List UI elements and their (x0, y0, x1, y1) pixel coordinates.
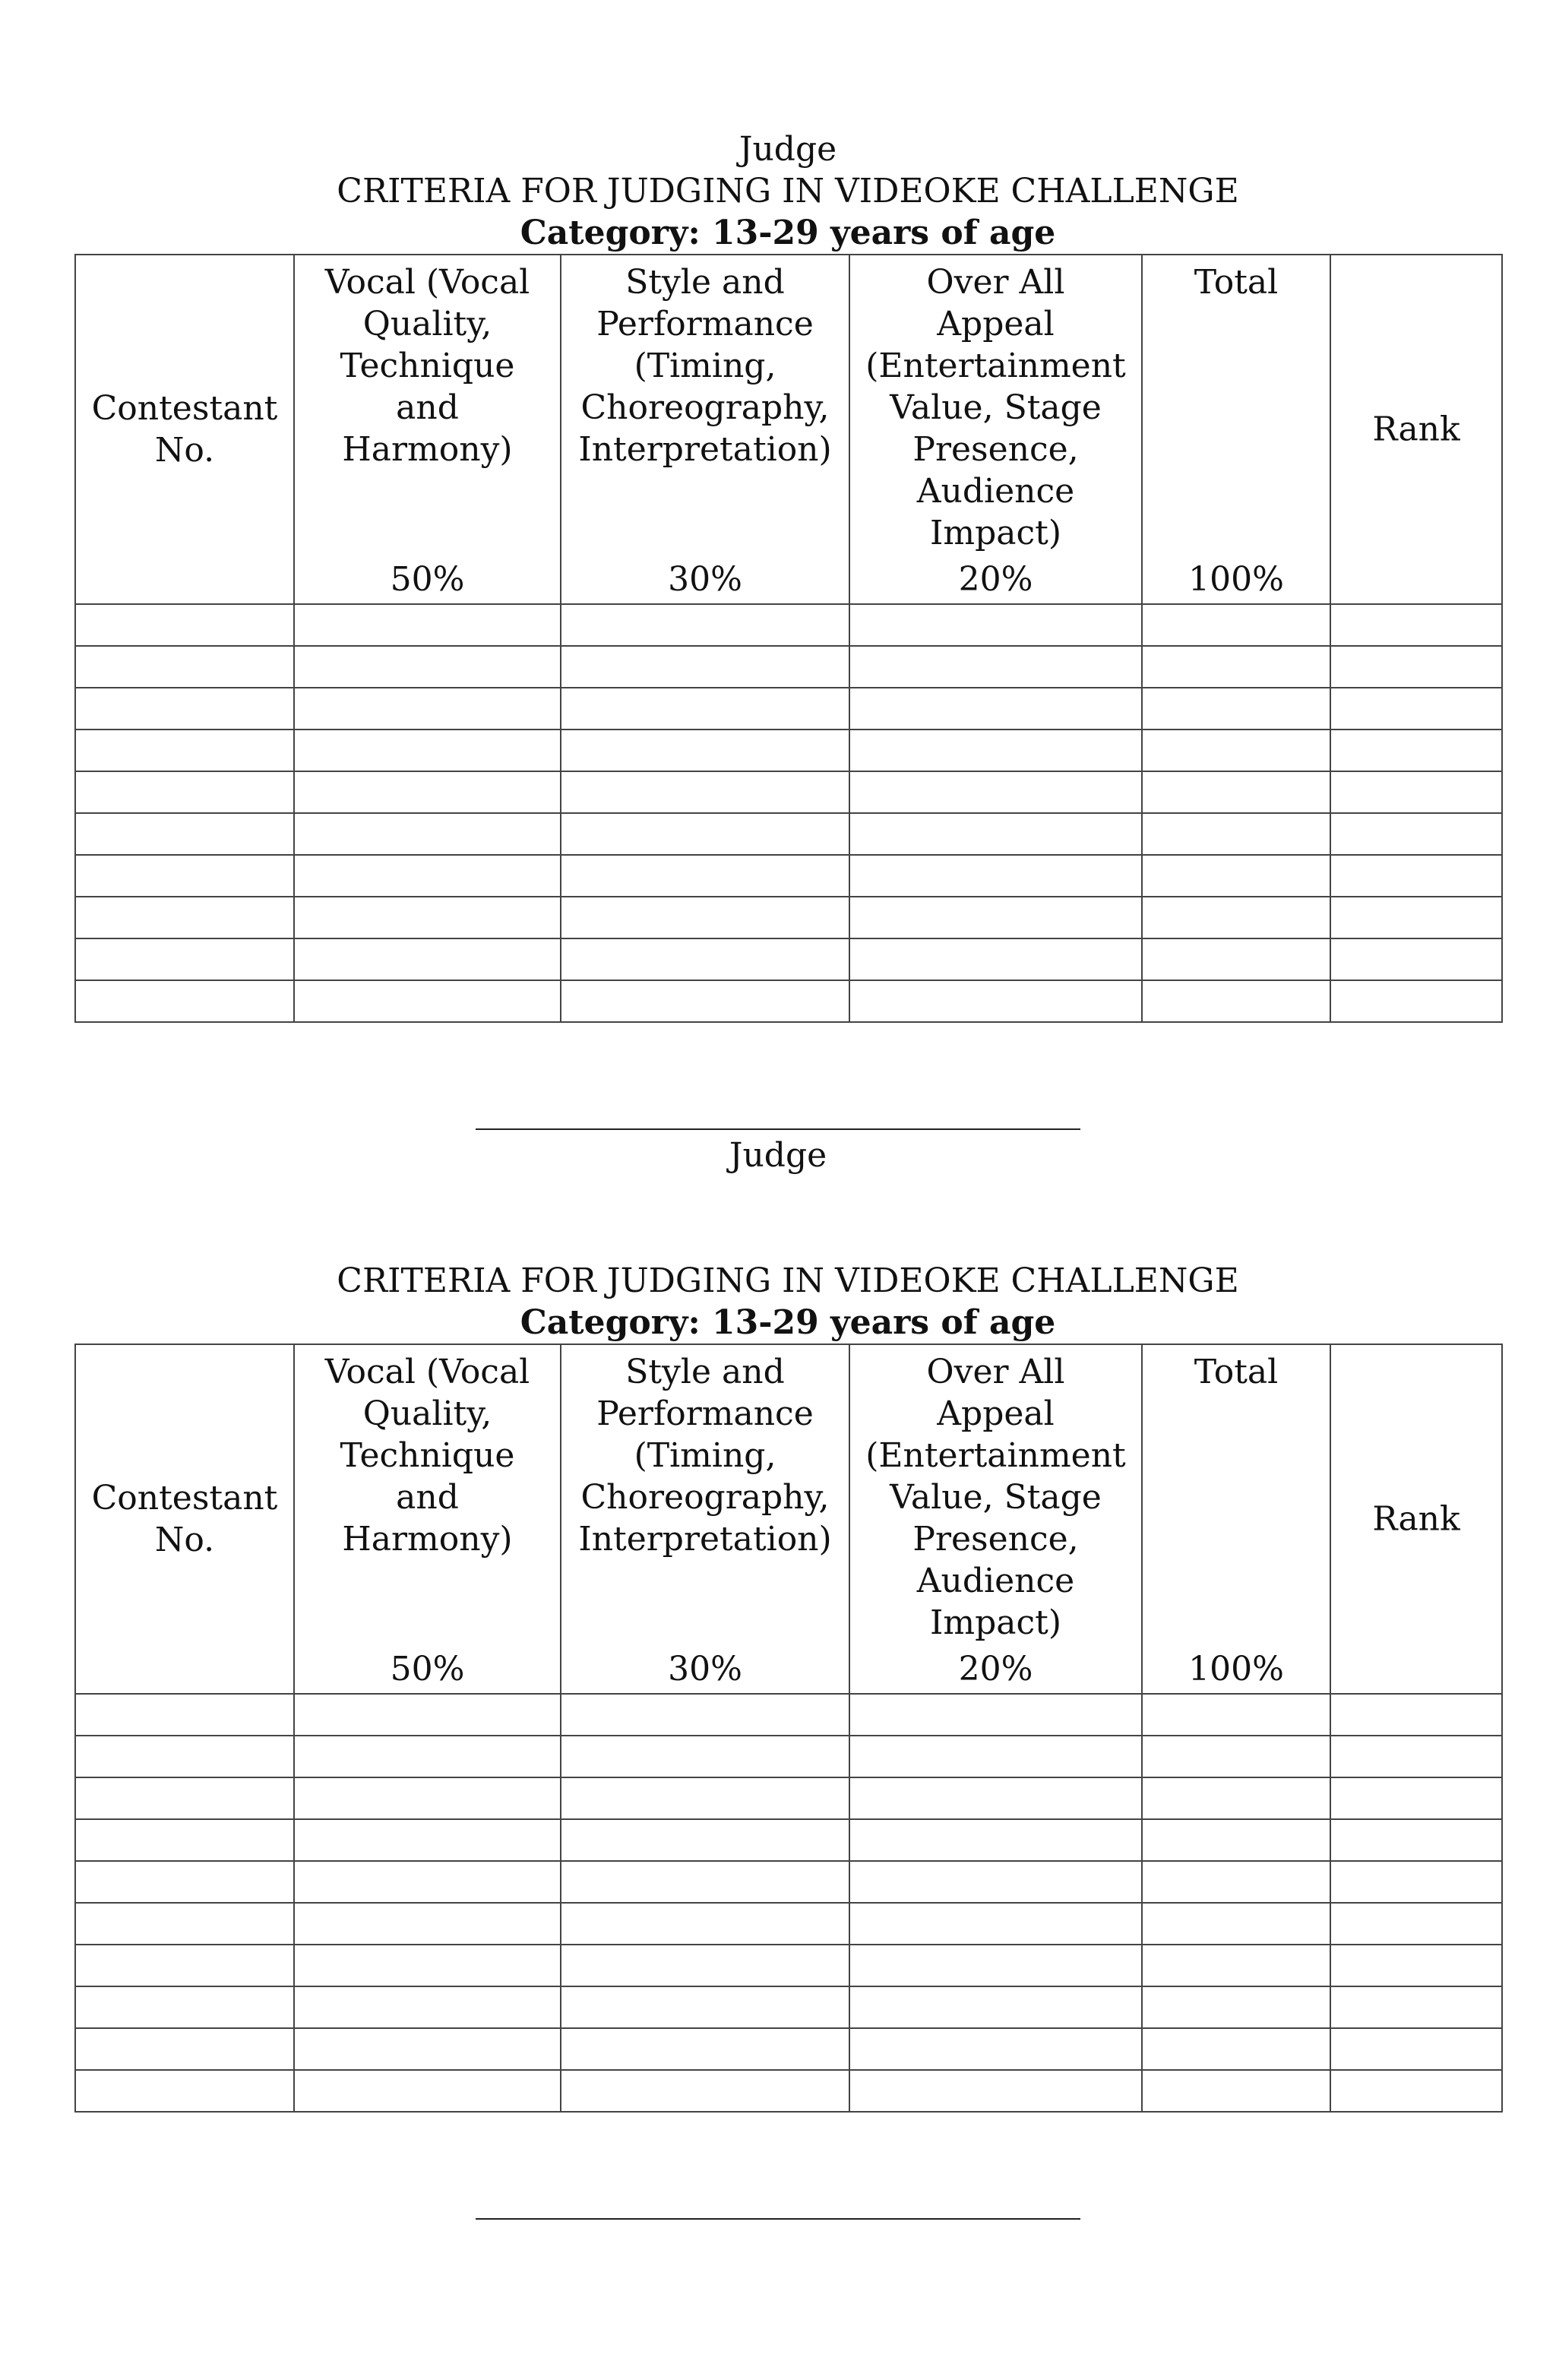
header-row (75, 1344, 1502, 1694)
table-row (75, 1945, 1502, 1986)
total-header (1142, 1344, 1330, 1694)
contestant-no-cell[interactable] (75, 1903, 294, 1945)
rank-cell[interactable] (1330, 980, 1502, 1022)
rank-header (1330, 255, 1502, 604)
style-score-cell[interactable] (561, 1819, 849, 1861)
vocal-score-cell[interactable] (294, 1777, 561, 1819)
table-row (75, 604, 1502, 646)
style-score-cell[interactable] (561, 855, 849, 897)
column-weight: 20% (958, 1650, 1033, 1688)
contestant-no-cell[interactable] (75, 604, 294, 646)
vocal-score-cell[interactable] (294, 688, 561, 730)
table-row (75, 771, 1502, 813)
column-label: Contestant No. (91, 1479, 278, 1559)
table-row (75, 1777, 1502, 1819)
appeal-score-cell[interactable] (849, 1694, 1142, 1736)
style-score-cell[interactable] (561, 646, 849, 688)
appeal-score-cell[interactable] (849, 688, 1142, 730)
vocal-score-cell[interactable] (294, 897, 561, 938)
score-rows (75, 604, 1502, 1022)
column-label: Total (1194, 1353, 1279, 1391)
style-score-cell[interactable] (561, 980, 849, 1022)
table-row (75, 980, 1502, 1022)
vocal-score-cell[interactable] (294, 771, 561, 813)
table-row (75, 2028, 1502, 2070)
appeal-score-cell[interactable] (849, 771, 1142, 813)
total-cell[interactable] (1142, 938, 1330, 980)
judge-signature-line[interactable] (476, 2218, 1080, 2220)
column-weight: 50% (390, 560, 465, 599)
style-score-cell[interactable] (561, 1694, 849, 1736)
style-performance-header (561, 255, 849, 604)
contestant-no-cell[interactable] (75, 771, 294, 813)
vocal-score-cell[interactable] (294, 938, 561, 980)
table-row (75, 897, 1502, 938)
vocal-score-cell[interactable] (294, 1819, 561, 1861)
table-row (75, 646, 1502, 688)
rank-cell[interactable] (1330, 646, 1502, 688)
contestant-no-cell[interactable] (75, 813, 294, 855)
contestant-no-cell[interactable] (75, 1736, 294, 1777)
judge-signature-caption: Judge (729, 1136, 827, 1175)
total-cell[interactable] (1142, 1819, 1330, 1861)
column-label: Rank (1372, 1499, 1460, 1539)
rank-cell[interactable] (1330, 688, 1502, 730)
contestant-no-cell[interactable] (75, 1777, 294, 1819)
appeal-score-cell[interactable] (849, 1986, 1142, 2028)
column-label: Over All Appeal (Entertainment Value, Stage Presence, Audience Impact) (865, 263, 1126, 552)
form-title: CRITERIA FOR JUDGING IN VIDEOKE CHALLENGE (337, 172, 1239, 210)
rank-cell[interactable] (1330, 730, 1502, 771)
vocal-score-cell[interactable] (294, 1986, 561, 2028)
rank-cell[interactable] (1330, 897, 1502, 938)
appeal-score-cell[interactable] (849, 2070, 1142, 2112)
contestant-no-cell[interactable] (75, 1861, 294, 1903)
total-cell[interactable] (1142, 646, 1330, 688)
total-cell[interactable] (1142, 1861, 1330, 1903)
contestant-no-cell[interactable] (75, 980, 294, 1022)
total-header (1142, 255, 1330, 604)
column-weight: 50% (390, 1650, 465, 1688)
contestant-no-cell[interactable] (75, 897, 294, 938)
appeal-score-cell[interactable] (849, 897, 1142, 938)
column-weight: 100% (1188, 1650, 1284, 1688)
total-cell[interactable] (1142, 2028, 1330, 2070)
category-label: Category: 13-29 years of age (520, 214, 1056, 252)
column-label: Rank (1372, 410, 1460, 449)
style-score-cell[interactable] (561, 688, 849, 730)
contestant-no-cell[interactable] (75, 2028, 294, 2070)
contestant-no-cell[interactable] (75, 688, 294, 730)
table-row (75, 1903, 1502, 1945)
rank-cell[interactable] (1330, 1861, 1502, 1903)
appeal-score-cell[interactable] (849, 813, 1142, 855)
judging-form-1 (74, 129, 1501, 1193)
total-cell[interactable] (1142, 771, 1330, 813)
table-row (75, 855, 1502, 897)
rank-cell[interactable] (1330, 1694, 1502, 1736)
total-cell[interactable] (1142, 1945, 1330, 1986)
rank-cell[interactable] (1330, 1986, 1502, 2028)
vocal-score-cell[interactable] (294, 1694, 561, 1736)
column-label: Over All Appeal (Entertainment Value, Stage Presence, Audience Impact) (865, 1353, 1126, 1642)
judge-label: Judge (738, 130, 837, 169)
appeal-score-cell[interactable] (849, 1819, 1142, 1861)
rank-cell[interactable] (1330, 2070, 1502, 2112)
contestant-no-cell[interactable] (75, 1986, 294, 2028)
appeal-score-cell[interactable] (849, 1777, 1142, 1819)
rank-cell[interactable] (1330, 855, 1502, 897)
rank-header (1330, 1344, 1502, 1694)
style-score-cell[interactable] (561, 1945, 849, 1986)
column-weight: 100% (1188, 560, 1284, 599)
total-cell[interactable] (1142, 813, 1330, 855)
vocal-score-cell[interactable] (294, 980, 561, 1022)
vocal-header (294, 255, 561, 604)
table-row (75, 1694, 1502, 1736)
table-row (75, 688, 1502, 730)
column-label: Contestant No. (91, 389, 278, 470)
appeal-score-cell[interactable] (849, 938, 1142, 980)
contestant-no-header (75, 1344, 294, 1694)
judge-signature-line[interactable] (476, 1128, 1080, 1130)
contestant-no-cell[interactable] (75, 730, 294, 771)
vocal-score-cell[interactable] (294, 1736, 561, 1777)
style-score-cell[interactable] (561, 2070, 849, 2112)
rank-cell[interactable] (1330, 1945, 1502, 1986)
vocal-score-cell[interactable] (294, 646, 561, 688)
total-cell[interactable] (1142, 1903, 1330, 1945)
column-weight: 30% (668, 560, 742, 599)
contestant-no-cell[interactable] (75, 855, 294, 897)
vocal-score-cell[interactable] (294, 2070, 561, 2112)
contestant-no-cell[interactable] (75, 1694, 294, 1736)
score-table (74, 254, 1503, 1023)
vocal-header (294, 1344, 561, 1694)
appeal-score-cell[interactable] (849, 604, 1142, 646)
rank-cell[interactable] (1330, 1903, 1502, 1945)
rank-cell[interactable] (1330, 1819, 1502, 1861)
appeal-score-cell[interactable] (849, 1861, 1142, 1903)
column-label: Style and Performance (Timing, Choreography, Interpretation) (578, 263, 832, 469)
table-row (75, 1736, 1502, 1777)
table-row (75, 2070, 1502, 2112)
column-label: Total (1194, 263, 1279, 302)
appeal-score-cell[interactable] (849, 980, 1142, 1022)
style-score-cell[interactable] (561, 1861, 849, 1903)
appeal-score-cell[interactable] (849, 855, 1142, 897)
style-score-cell[interactable] (561, 2028, 849, 2070)
total-cell[interactable] (1142, 1736, 1330, 1777)
contestant-no-cell[interactable] (75, 646, 294, 688)
total-cell[interactable] (1142, 2070, 1330, 2112)
vocal-score-cell[interactable] (294, 1903, 561, 1945)
table-row (75, 1986, 1502, 2028)
form-title: CRITERIA FOR JUDGING IN VIDEOKE CHALLENGE (337, 1261, 1239, 1300)
column-weight: 20% (958, 560, 1033, 599)
score-rows (75, 1694, 1502, 2112)
vocal-score-cell[interactable] (294, 604, 561, 646)
appeal-score-cell[interactable] (849, 1945, 1142, 1986)
total-cell[interactable] (1142, 1777, 1330, 1819)
appeal-score-cell[interactable] (849, 730, 1142, 771)
contestant-no-cell[interactable] (75, 1945, 294, 1986)
style-score-cell[interactable] (561, 1903, 849, 1945)
style-score-cell[interactable] (561, 730, 849, 771)
header-row (75, 255, 1502, 604)
total-cell[interactable] (1142, 1986, 1330, 2028)
table-row (75, 1861, 1502, 1903)
vocal-score-cell[interactable] (294, 730, 561, 771)
style-score-cell[interactable] (561, 1777, 849, 1819)
column-label: Vocal (Vocal Quality, Technique and Harmony) (324, 263, 530, 469)
overall-appeal-header (849, 1344, 1142, 1694)
table-row (75, 1819, 1502, 1861)
vocal-score-cell[interactable] (294, 1945, 561, 1986)
rank-cell[interactable] (1330, 813, 1502, 855)
total-cell[interactable] (1142, 688, 1330, 730)
appeal-score-cell[interactable] (849, 1903, 1142, 1945)
rank-cell[interactable] (1330, 604, 1502, 646)
total-cell[interactable] (1142, 980, 1330, 1022)
contestant-no-cell[interactable] (75, 1819, 294, 1861)
vocal-score-cell[interactable] (294, 2028, 561, 2070)
contestant-no-cell[interactable] (75, 2070, 294, 2112)
appeal-score-cell[interactable] (849, 1736, 1142, 1777)
total-cell[interactable] (1142, 855, 1330, 897)
column-label: Style and Performance (Timing, Choreography, Interpretation) (578, 1353, 832, 1559)
style-score-cell[interactable] (561, 813, 849, 855)
style-score-cell[interactable] (561, 771, 849, 813)
style-score-cell[interactable] (561, 1736, 849, 1777)
score-table (74, 1343, 1503, 2113)
style-performance-header (561, 1344, 849, 1694)
table-row (75, 730, 1502, 771)
total-cell[interactable] (1142, 897, 1330, 938)
contestant-no-header (75, 255, 294, 604)
column-weight: 30% (668, 1650, 742, 1688)
rank-cell[interactable] (1330, 2028, 1502, 2070)
rank-cell[interactable] (1330, 1736, 1502, 1777)
style-score-cell[interactable] (561, 1986, 849, 2028)
rank-cell[interactable] (1330, 771, 1502, 813)
total-cell[interactable] (1142, 730, 1330, 771)
vocal-score-cell[interactable] (294, 855, 561, 897)
style-score-cell[interactable] (561, 938, 849, 980)
rank-cell[interactable] (1330, 938, 1502, 980)
contestant-no-cell[interactable] (75, 938, 294, 980)
table-row (75, 813, 1502, 855)
rank-cell[interactable] (1330, 1777, 1502, 1819)
judging-form-2 (74, 1219, 1501, 2131)
total-cell[interactable] (1142, 604, 1330, 646)
vocal-score-cell[interactable] (294, 813, 561, 855)
overall-appeal-header (849, 255, 1142, 604)
column-label: Vocal (Vocal Quality, Technique and Harmony) (324, 1353, 530, 1559)
style-score-cell[interactable] (561, 897, 849, 938)
vocal-score-cell[interactable] (294, 1861, 561, 1903)
category-label: Category: 13-29 years of age (520, 1303, 1056, 1342)
table-row (75, 938, 1502, 980)
style-score-cell[interactable] (561, 604, 849, 646)
appeal-score-cell[interactable] (849, 2028, 1142, 2070)
appeal-score-cell[interactable] (849, 646, 1142, 688)
total-cell[interactable] (1142, 1694, 1330, 1736)
